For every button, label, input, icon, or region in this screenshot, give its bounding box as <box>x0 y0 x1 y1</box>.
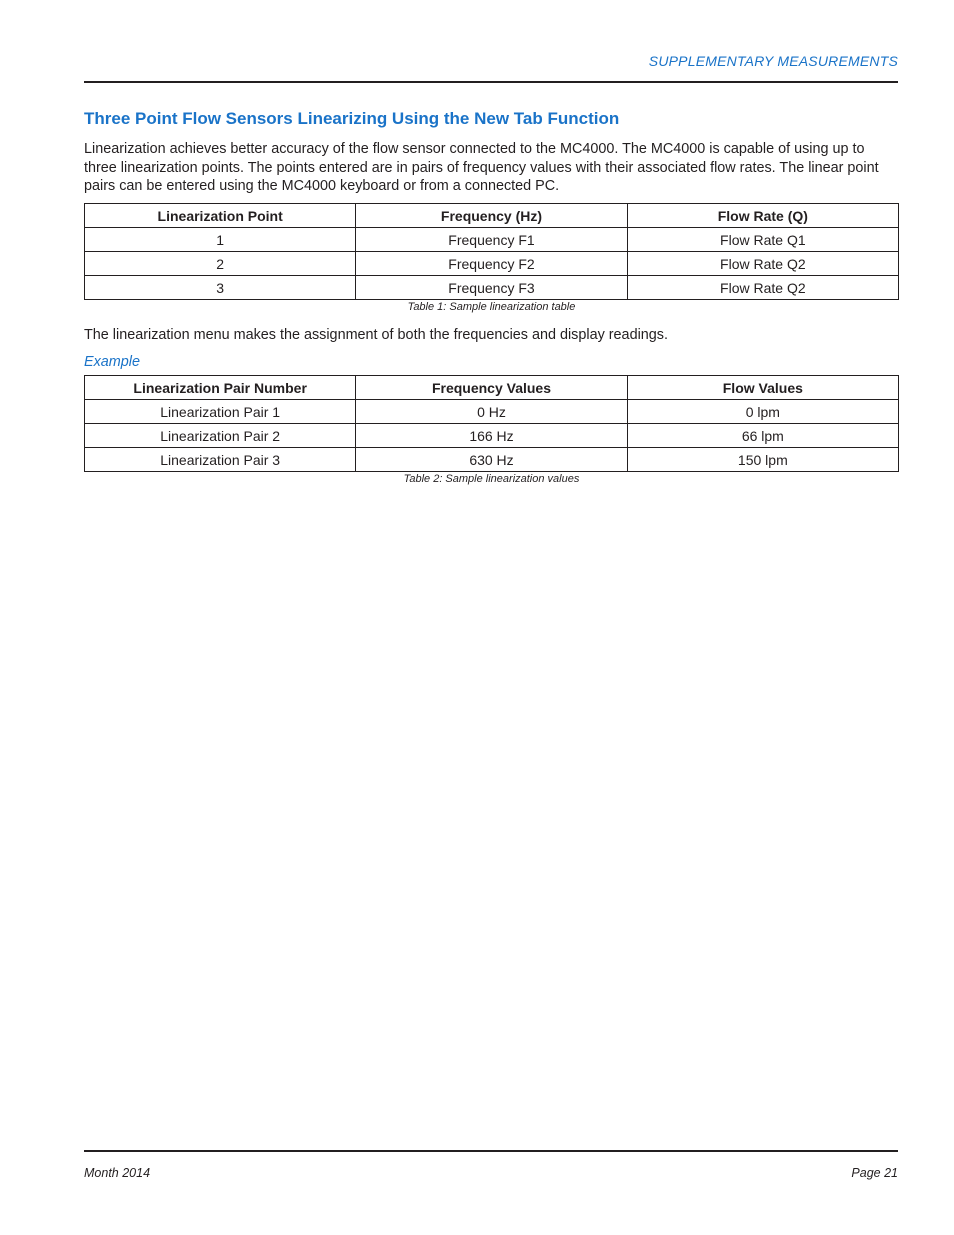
table-cell: Linearization Pair 2 <box>85 424 356 448</box>
table-cell: Flow Rate Q2 <box>627 252 898 276</box>
table-cell: Linearization Pair 1 <box>85 400 356 424</box>
linearization-values-table <box>84 375 899 472</box>
table-cell: 166 Hz <box>356 424 627 448</box>
table-cell: 150 lpm <box>627 448 898 472</box>
column-header: Linearization Point <box>85 204 356 228</box>
page-number: Page 21 <box>851 1166 898 1180</box>
table-cell: Frequency F2 <box>356 252 627 276</box>
table-cell: 2 <box>85 252 356 276</box>
table-cell: Linearization Pair 3 <box>85 448 356 472</box>
table-row <box>85 448 899 472</box>
table-row <box>85 252 899 276</box>
table-cell: 1 <box>85 228 356 252</box>
table-cell: Flow Rate Q1 <box>627 228 898 252</box>
section-heading: Three Point Flow Sensors Linearizing Using the New Tab Function <box>84 109 620 128</box>
table-cell: 0 Hz <box>356 400 627 424</box>
footer-date: Month 2014 <box>84 1166 151 1180</box>
table-1-caption: Table 1: Sample linearization table <box>407 301 576 313</box>
linearization-table <box>84 203 899 300</box>
running-header: SUPPLEMENTARY MEASUREMENTS <box>648 53 898 69</box>
table-cell: Frequency F3 <box>356 276 627 300</box>
example-label: Example <box>84 354 140 370</box>
table-cell: 66 lpm <box>627 424 898 448</box>
table-header-row <box>85 204 899 228</box>
column-header: Flow Rate (Q) <box>627 204 898 228</box>
table-cell: Frequency F1 <box>356 228 627 252</box>
menu-paragraph: The linearization menu makes the assignment of both the frequencies and display readings. <box>84 327 668 343</box>
table-cell: Flow Rate Q2 <box>627 276 898 300</box>
table-row <box>85 276 899 300</box>
footer-rule <box>84 1150 898 1152</box>
table-row <box>85 228 899 252</box>
table-row <box>85 400 899 424</box>
table-2-caption: Table 2: Sample linearization values <box>403 473 580 485</box>
intro-paragraph: Linearization achieves better accuracy of the flow sensor connected to the MC4000. The MC4000 is capable of using up to three linearization points. The points entered are in pairs of frequency values with their associated flow rates. The linear point pairs can be entered using the MC4000 keyboard or from a connected PC. <box>84 141 879 194</box>
table-cell: 0 lpm <box>627 400 898 424</box>
table-cell: 630 Hz <box>356 448 627 472</box>
table-header-row <box>85 376 899 400</box>
table-cell: 3 <box>85 276 356 300</box>
column-header: Frequency Values <box>356 376 627 400</box>
column-header: Linearization Pair Number <box>85 376 356 400</box>
column-header: Frequency (Hz) <box>356 204 627 228</box>
table-row <box>85 424 899 448</box>
header-rule <box>84 81 898 83</box>
column-header: Flow Values <box>627 376 898 400</box>
